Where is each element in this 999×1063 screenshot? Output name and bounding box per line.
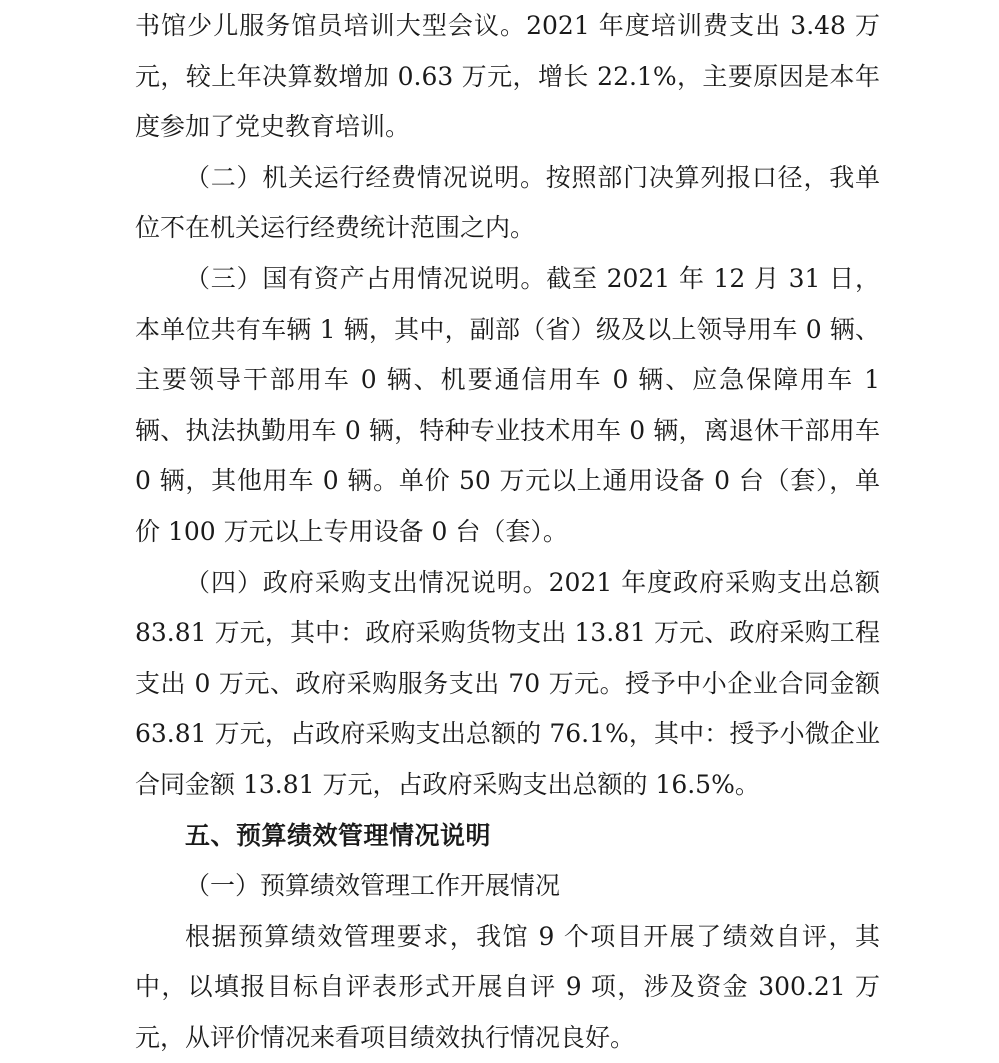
office-expenses-body: 按照部门决算列报口径，我单位不在机关运行经费统计范围之内。 bbox=[135, 162, 880, 243]
state-assets-body: 截至 2021 年 12 月 31 日，本单位共有车辆 1 辆，其中，副部（省）级及以上领导用车 0 辆、主要领导干部用车 0 辆、机要通信用车 0 辆、应急保障用车 1 辆、执法执勤用车 0 辆，特种专业技术用车 0 辆，离退休干部用车 0 辆，其他用车 0 辆。单价 50 万元以上通用设备 0 台（套），单价 100 万元以上专用设备 0 台（套）。 bbox=[135, 263, 880, 546]
state-assets-heading: （三）国有资产占用情况说明。 bbox=[185, 263, 547, 293]
paragraph-office-expenses bbox=[135, 153, 880, 254]
procurement-body: 2021 年度政府采购支出总额 83.81 万元，其中：政府采购货物支出 13.81 万元、政府采购工程支出 0 万元、政府采购服务支出 70 万元。授予中小企业合同金额 63.81 万元，占政府采购支出总额的 76.1%，其中：授予小微企业合同金额 13.81 万元，占政府采购支出总额的 16.5%。 bbox=[135, 567, 880, 799]
paragraph-procurement bbox=[135, 558, 880, 811]
office-expenses-heading: （二）机关运行经费情况说明。 bbox=[185, 162, 546, 192]
section-5-title: 五、预算绩效管理情况说明 bbox=[185, 820, 492, 850]
paragraph-training-cost: 书馆少儿服务馆员培训大型会议。2021 年度培训费支出 3.48 万元，较上年决算数增加 0.63 万元，增长 22.1%，主要原因是本年度参加了党史教育培训。 bbox=[135, 11, 880, 142]
procurement-heading: （四）政府采购支出情况说明。 bbox=[185, 567, 549, 597]
paragraph-state-assets bbox=[135, 254, 880, 558]
paragraph-performance: 根据预算绩效管理要求，我馆 9 个项目开展了绩效自评，其中，以填报目标自评表形式开展自评 9 项，涉及资金 300.21 万元，从评价情况来看项目绩效执行情况良好。 bbox=[135, 921, 880, 1052]
section-5-subheading-1: （一）预算绩效管理工作开展情况 bbox=[185, 871, 561, 901]
document-page bbox=[135, 0, 880, 1063]
